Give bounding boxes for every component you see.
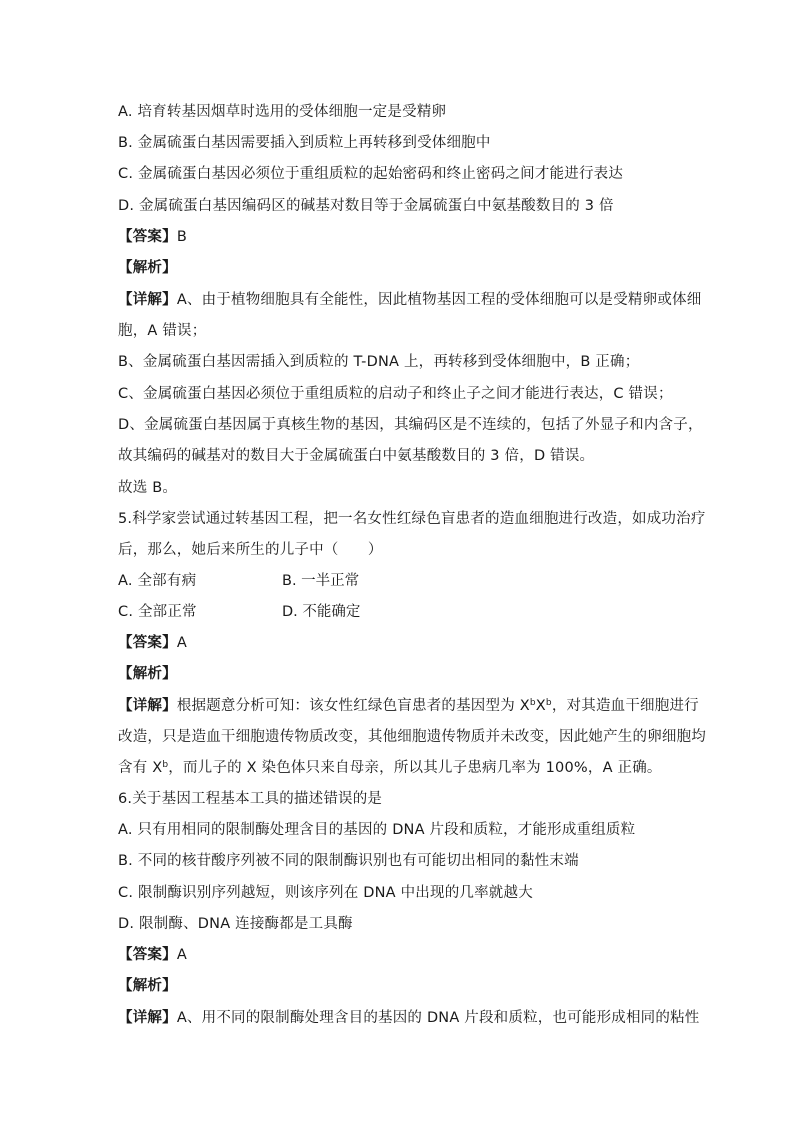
q6-analysis-label (118, 976, 177, 996)
detail-text-b: X (535, 698, 546, 714)
q4-option-c: C. 金属硫蛋白基因必须位于重组质粒的起始密码和终止密码之间才能进行表达 (118, 166, 624, 182)
detail-text-c: ，对其造血干细胞进行 (551, 698, 699, 714)
answer-value: A (176, 947, 187, 963)
q4-answer (118, 227, 187, 247)
q5-stem-line-2: 后，那么，她后来所生的儿子中（ ） (118, 542, 383, 558)
q4-option-b: B. 金属硫蛋白基因需要插入到质粒上再转移到受体细胞中 (118, 135, 491, 151)
q5-option-c: C. 全部正常 (118, 604, 197, 620)
q6-option-c: C. 限制酶识别序列越短，则该序列在 DNA 中出现的几率就越大 (118, 885, 533, 901)
detail-label: 【详解】 (118, 1010, 177, 1026)
q6-stem: 6.关于基因工程基本工具的描述错误的是 (118, 791, 383, 807)
q4-detail-line-2: 胞，A 错误； (118, 323, 207, 339)
detail-label: 【详解】 (118, 292, 177, 308)
q5-detail-line-3 (118, 758, 662, 778)
detail-text-b: ，而儿子的 X 染色体只来自母亲，所以其儿子患病几率为 100%，A 正确。 (168, 760, 662, 776)
superscript-b: b (162, 760, 169, 770)
q5-answer (118, 633, 187, 653)
q4-analysis-label (118, 258, 177, 278)
answer-label: 【答案】 (118, 635, 177, 651)
q6-option-d: D. 限制酶、DNA 连接酶都是工具酶 (118, 916, 353, 932)
q5-option-d: D. 不能确定 (282, 604, 361, 620)
q4-detail-line-7: 故选 B。 (118, 480, 178, 496)
q5-option-a: A. 全部有病 (118, 573, 197, 589)
q5-analysis-label (118, 664, 177, 684)
q6-option-a: A. 只有用相同的限制酶处理含目的基因的 DNA 片段和质粒，才能形成重组质粒 (118, 822, 636, 838)
analysis-label: 【解析】 (118, 260, 177, 276)
detail-text-a: 根据题意分析可知：该女性红绿色盲患者的基因型为 X (176, 698, 530, 714)
q4-option-d: D. 金属硫蛋白基因编码区的碱基对数目等于金属硫蛋白中氨基酸数目的 3 倍 (118, 198, 614, 214)
q4-detail-line-6: 故其编码的碱基对的数目大于金属硫蛋白中氨基酸数目的 3 倍，D 错误。 (118, 448, 595, 464)
answer-label: 【答案】 (118, 229, 177, 245)
analysis-label: 【解析】 (118, 666, 177, 682)
q5-detail-line-2: 改造，只是造血干细胞遗传物质改变，其他细胞遗传物质并未改变，因此她产生的卵细胞均 (118, 729, 706, 745)
q4-detail-line-4: C、金属硫蛋白基因必须位于重组质粒的启动子和终止子之间才能进行表达，C 错误； (118, 386, 673, 402)
superscript-b: b (529, 698, 536, 708)
answer-value: A (176, 635, 187, 651)
q6-answer (118, 945, 187, 965)
detail-text: A、由于植物细胞具有全能性，因此植物基因工程的受体细胞可以是受精卵或体细 (176, 292, 702, 308)
q4-detail-line-3: B、金属硫蛋白基因需插入到质粒的 T-DNA 上，再转移到受体细胞中，B 正确； (118, 354, 640, 370)
q5-detail-line-1 (118, 696, 699, 716)
superscript-b: b (545, 698, 552, 708)
answer-value: B (176, 229, 187, 245)
detail-text-a: 含有 X (118, 760, 163, 776)
q5-stem-line-1: 5.科学家尝试通过转基因工程，把一名女性红绿色盲患者的造血细胞进行改造，如成功治疗 (118, 511, 706, 527)
analysis-label: 【解析】 (118, 978, 177, 994)
q5-option-b: B. 一半正常 (282, 573, 360, 589)
q4-detail-line-5: D、金属硫蛋白基因属于真核生物的基因，其编码区是不连续的，包括了外显子和内含子， (118, 417, 703, 433)
detail-label: 【详解】 (118, 698, 177, 714)
q6-detail-line-1 (118, 1008, 699, 1028)
q4-detail-line-1 (118, 290, 701, 310)
answer-label: 【答案】 (118, 947, 177, 963)
detail-text: A、用不同的限制酶处理含目的基因的 DNA 片段和质粒，也可能形成相同的粘性 (176, 1010, 700, 1026)
q6-option-b: B. 不同的核苷酸序列被不同的限制酶识别也有可能切出相同的黏性末端 (118, 853, 579, 869)
q4-option-a: A. 培育转基因烟草时选用的受体细胞一定是受精卵 (118, 104, 447, 120)
